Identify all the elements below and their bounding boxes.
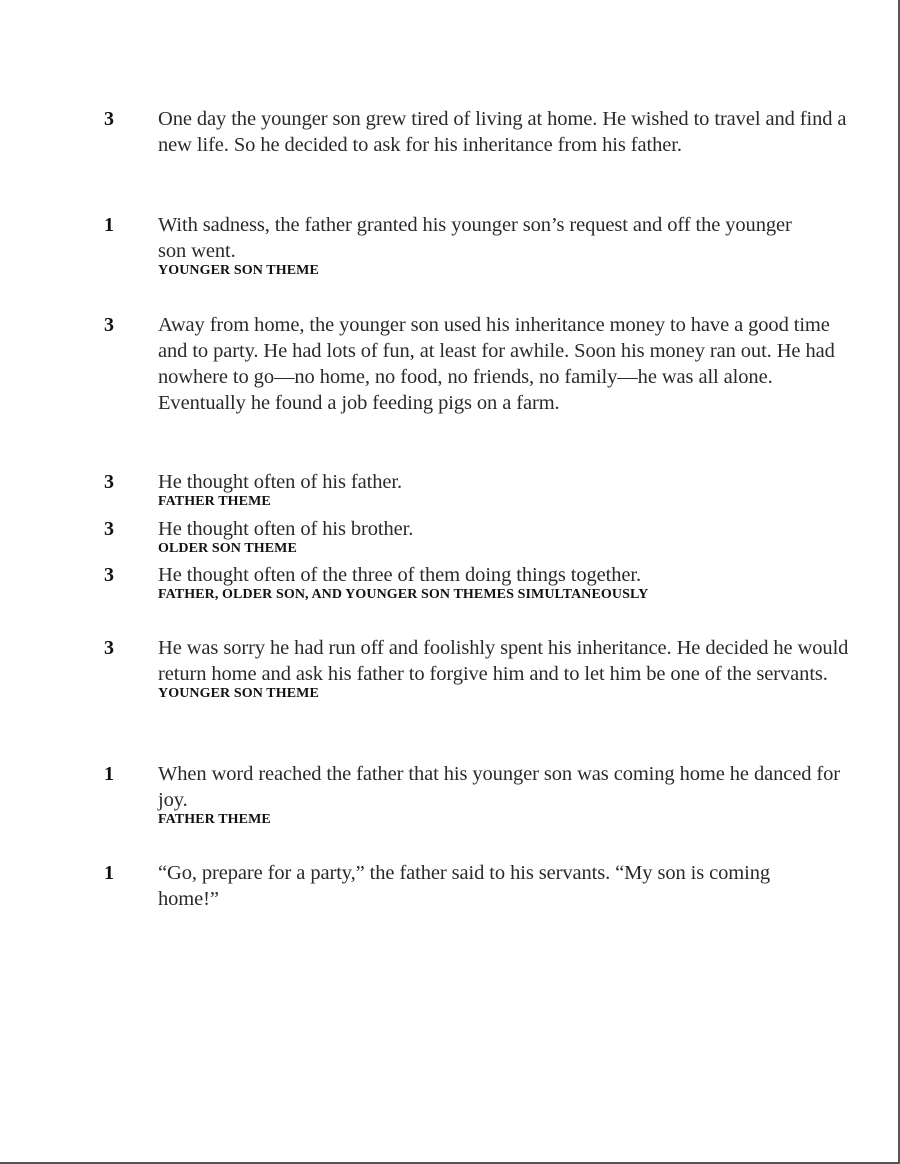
- cue-body: [158, 312, 858, 416]
- cue-body: [158, 516, 858, 559]
- cue-theme-label: FATHER THEME: [158, 494, 271, 509]
- cue-theme-label: OLDER SON THEME: [158, 541, 297, 556]
- cue-number: 1: [104, 763, 114, 785]
- cue-theme-label: YOUNGER SON THEME: [158, 263, 319, 278]
- cue-text: He thought often of his father.: [158, 471, 402, 493]
- cue-theme-label: FATHER, OLDER SON, AND YOUNGER SON THEMES SIMULTANEOUSLY: [158, 587, 649, 602]
- cue-text: With sadness, the father granted his younger son’s request and off the younger son went.: [158, 214, 792, 262]
- cue-number: 3: [104, 471, 114, 493]
- cue-body: [158, 860, 858, 912]
- cue-text: Away from home, the younger son used his inheritance money to have a good time and to party. He had lots of fun, at least for awhile. Soon his money ran out. He had nowhere to go—no home, no food, no friends, no family—he was all alone. Eventually he found a job feeding pigs on a farm.: [158, 314, 835, 414]
- cue-text: He thought often of his brother.: [158, 518, 414, 540]
- cue-body: [158, 562, 858, 605]
- cue-number: 3: [104, 637, 114, 659]
- cue-body: [158, 106, 858, 158]
- cue-number: 1: [104, 214, 114, 236]
- cue-text: “Go, prepare for a party,” the father said to his servants. “My son is coming home!”: [158, 862, 771, 910]
- cue-number: 3: [104, 314, 114, 336]
- cue-body: [158, 212, 858, 281]
- cue-body: [158, 635, 858, 704]
- cue-theme-label: FATHER THEME: [158, 812, 271, 827]
- cue-text: He thought often of the three of them doing things together.: [158, 564, 642, 586]
- cue-body: [158, 469, 858, 512]
- cue-number: 1: [104, 862, 114, 884]
- cue-text: One day the younger son grew tired of living at home. He wished to travel and find a new life. So he decided to ask for his inheritance from his father.: [158, 108, 847, 156]
- cue-text: When word reached the father that his younger son was coming home he danced for joy.: [158, 763, 841, 811]
- cue-number: 3: [104, 518, 114, 540]
- cue-text: He was sorry he had run off and foolishly spent his inheritance. He decided he would return home and ask his father to forgive him and to let him be one of the servants.: [158, 637, 849, 685]
- cue-theme-label: YOUNGER SON THEME: [158, 686, 319, 701]
- cue-body: [158, 761, 858, 830]
- cue-number: 3: [104, 108, 114, 130]
- cue-number: 3: [104, 564, 114, 586]
